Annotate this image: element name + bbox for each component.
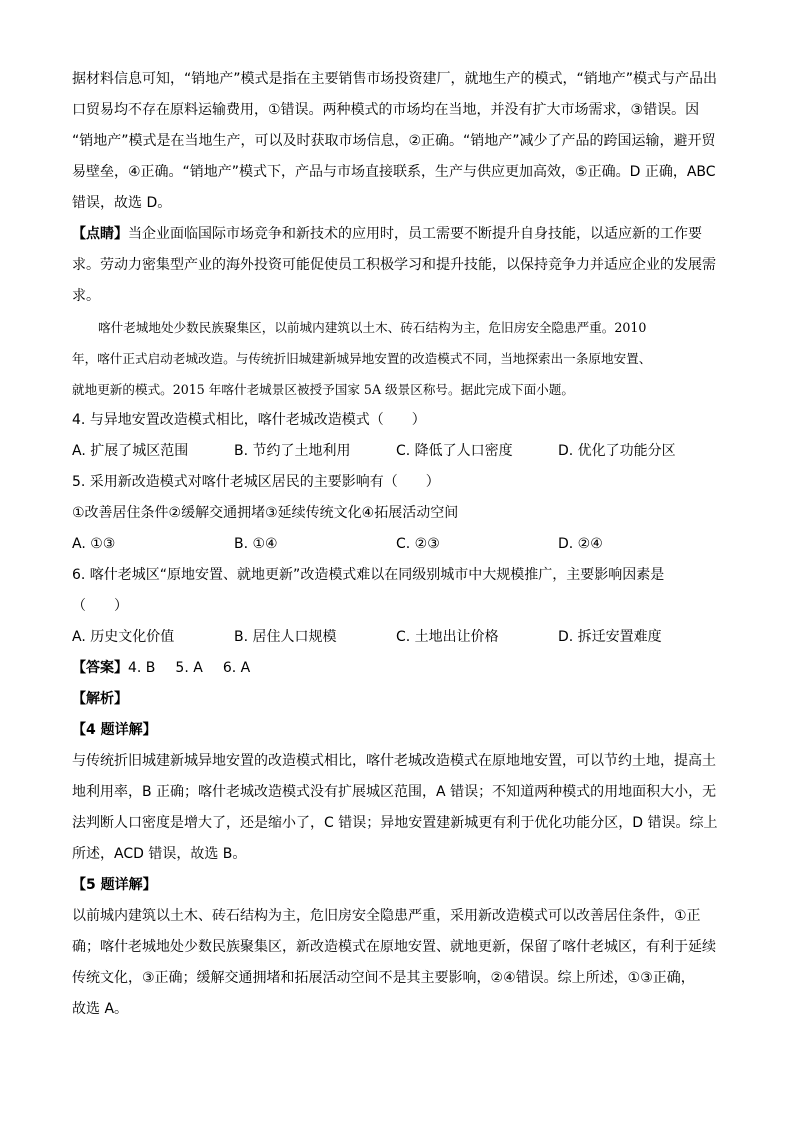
question-4-options [72,436,722,467]
answer-5: 5. A [175,660,203,676]
option-d: D. 优化了功能分区 [558,443,676,459]
answer-4: 4. B [128,660,156,676]
question-6-options [72,622,722,653]
text-line: “销地产”模式是在当地生产，可以及时获取市场信息，②正确。“销地产”减少了产品的跨国运输，避开贸 [72,133,716,149]
text-line: 错误，故选 D。 [72,195,172,211]
text-line: 口贸易均不存在原料运输费用，①错误。两种模式的市场均在当地，并没有扩大市场需求，③错误。因 [72,102,700,118]
option-b: B. 节约了土地利用 [234,443,351,459]
question-5-stem: 5. 采用新改造模式对喀什老城区居民的主要影响有（ ） [72,474,440,490]
text-line: 确；喀什老城地处少数民族聚集区，新改造模式在原地安置、就地更新，保留了喀什老城区，有利于延续 [72,939,716,955]
document-content [72,64,722,1025]
text-line: 故选 A。 [72,1001,129,1017]
question-6-stem-bracket: （ ） [72,598,128,614]
text-line: 与传统折旧城建新城异地安置的改造模式相比，喀什老城改造模式在原地地安置，可以节约土地，提高土 [72,753,716,769]
analysis-label: 【解析】 [72,691,128,707]
text-line: 易壁垒，④正确。“销地产”模式下，产品与市场直接联系，生产与供应更加高效，⑤正确。D 正确，ABC [72,164,716,180]
text-line: 传统文化，③正确；缓解交通拥堵和拓展活动空间不是其主要影响，②④错误。综上所述，①③正确， [72,970,695,986]
option-a: A. 扩展了城区范围 [72,443,189,459]
text-line: 求。 [72,288,100,304]
answer-line [72,653,722,684]
passage-line: 年，喀什正式启动老城改造。与传统折旧城建新城异地安置的改造模式不同，当地探索出一条原地安置、 [72,351,652,366]
passage-line: 就地更新的模式。2015 年喀什老城景区被授予国家 5A 级景区称号。据此完成下面小题。 [72,382,574,397]
detail-5-label: 【5 题详解】 [72,877,157,893]
option-c: C. 土地出让价格 [396,629,499,645]
option-d: D. 拆迁安置难度 [558,629,662,645]
question-4-stem: 4. 与异地安置改造模式相比，喀什老城改造模式（ ） [72,412,426,428]
option-c: C. 降低了人口密度 [396,443,513,459]
question-6-stem: 6. 喀什老城区“原地安置、就地更新”改造模式难以在同级别城市中大规模推广，主要影响因素是 [72,567,665,583]
text-line: 据材料信息可知，“销地产”模式是指在主要销售市场投资建厂，就地生产的模式，“销地产”模式与产品出 [72,71,718,87]
dianjing-label: 【点睛】 [72,226,128,242]
text-line: 以前城内建筑以土木、砖石结构为主，危旧房安全隐患严重，采用新改造模式可以改善居住条件，①正 [72,908,701,924]
text-line: 法判断人口密度是增大了，还是缩小了，C 错误；异地安置建新城更有利于优化功能分区，D 错误。综上 [72,815,718,831]
option-c: C. ②③ [396,536,440,552]
option-d: D. ②④ [558,536,603,552]
option-b: B. 居住人口规模 [234,629,337,645]
option-b: B. ①④ [234,536,278,552]
text-line: 地利用率，B 正确；喀什老城改造模式没有扩展城区范围，A 错误；不知道两种模式的用地面积大小，无 [72,784,717,800]
text-line: 求。劳动力密集型产业的海外投资可能促使员工积极学习和提升技能，以保持竞争力并适应企业的发展需 [72,257,716,273]
question-5-options [72,529,722,560]
option-a: A. ①③ [72,536,116,552]
answer-label: 【答案】 [72,660,128,676]
dianjing-line [72,219,722,250]
question-5-items: ①改善居住条件②缓解交通拥堵③延续传统文化④拓展活动空间 [72,505,459,521]
dianjing-text: 当企业面临国际市场竞争和新技术的应用时，员工需要不断提升自身技能，以适应新的工作要 [128,226,702,242]
option-a: A. 历史文化价值 [72,629,175,645]
passage-line: 喀什老城地处少数民族聚集区，以前城内建筑以土木、砖石结构为主，危旧房安全隐患严重。2010 [98,320,647,335]
answer-6: 6. A [222,660,251,676]
text-line: 所述，ACD 错误，故选 B。 [72,846,247,862]
detail-4-label: 【4 题详解】 [72,722,157,738]
